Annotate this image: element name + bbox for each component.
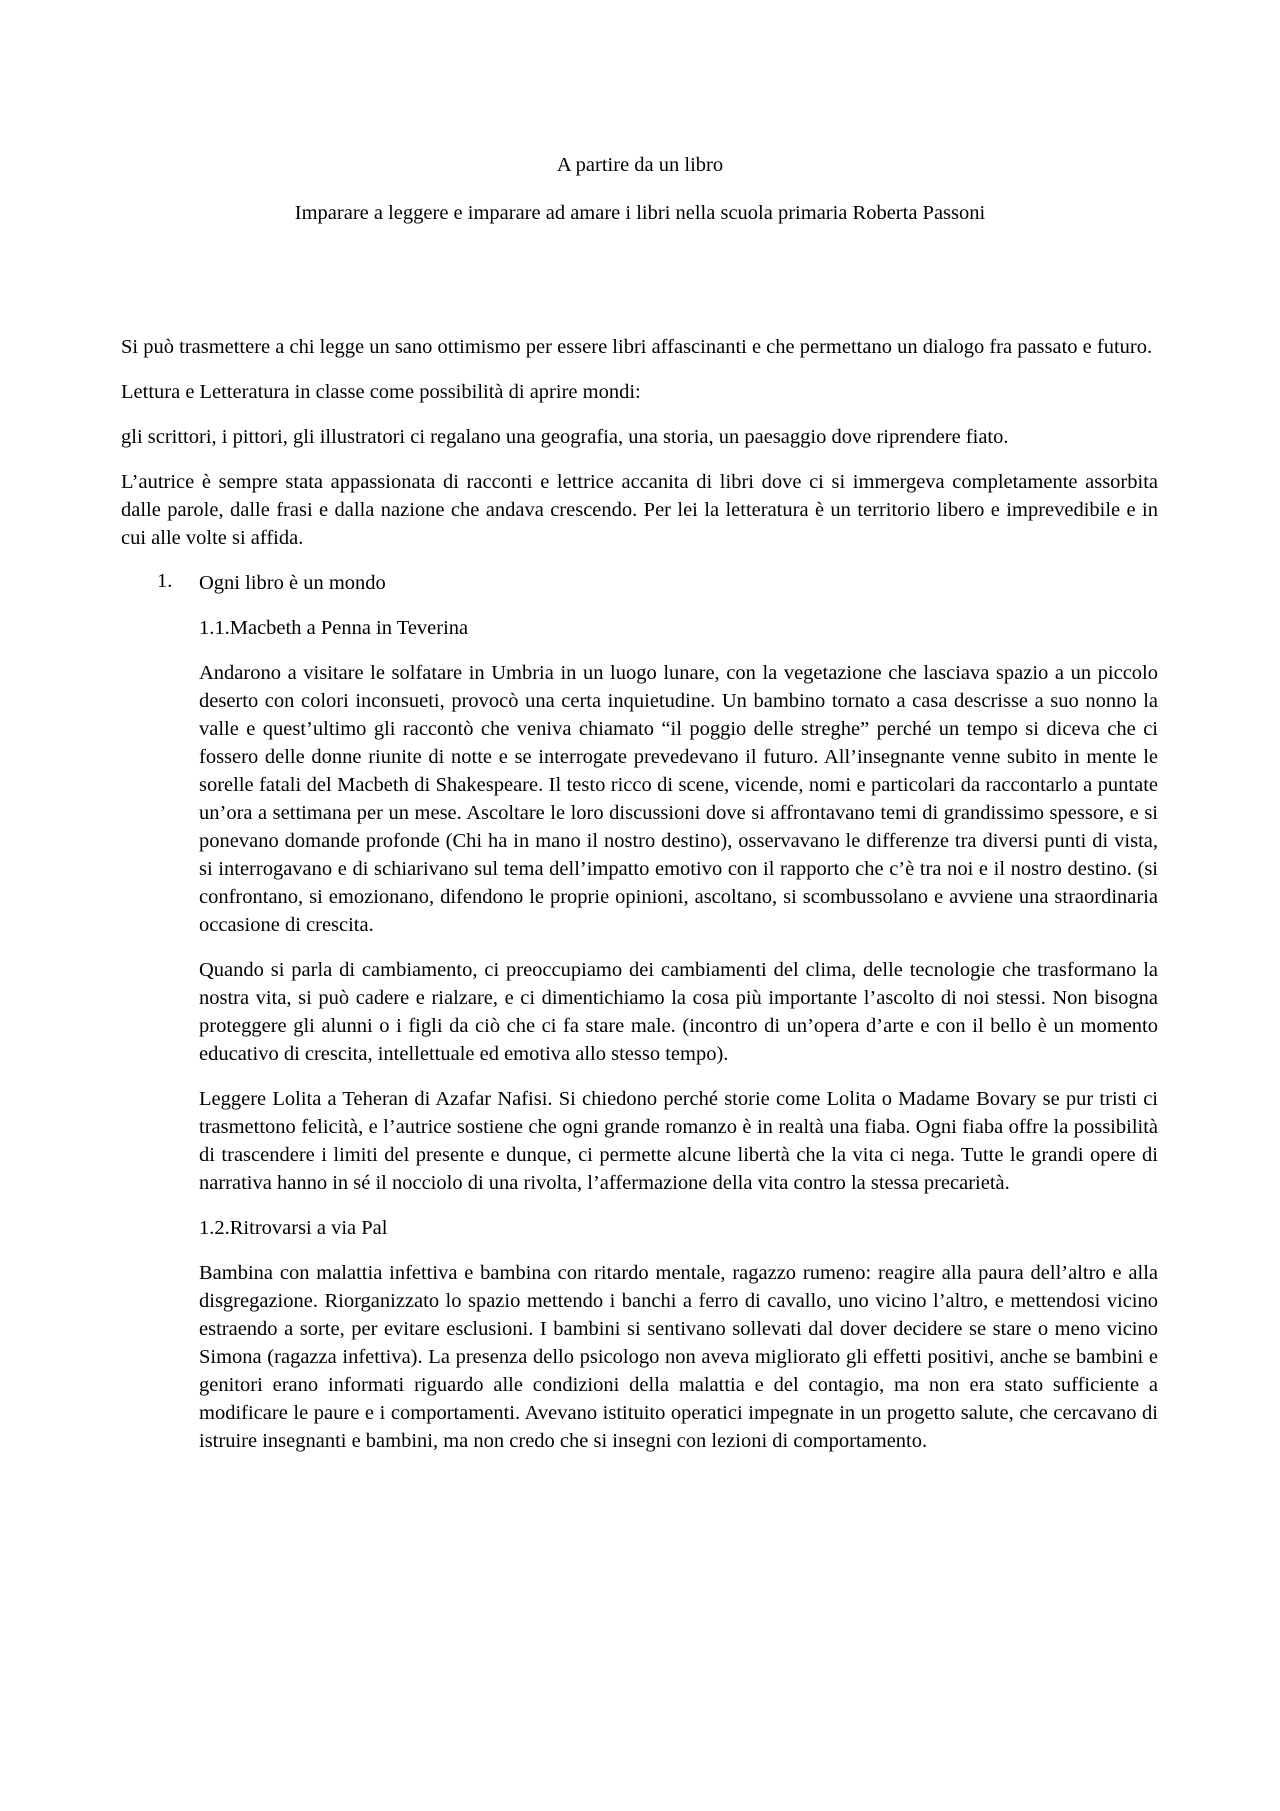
section-heading-1-1: 1.1.Macbeth a Penna in Teverina xyxy=(199,617,469,639)
section-1-1-body xyxy=(121,659,1158,1197)
list-item-1 xyxy=(121,569,1158,597)
intro-paragraph: gli scrittori, i pittori, gli illustratori ci regalano una geografia, una storia, un paesaggio dove riprendere fiato. xyxy=(121,426,1009,448)
section-paragraph: Bambina con malattia infettiva e bambina con ritardo mentale, ragazzo rumeno: reagire alla paura dell’altro e alla disgregazione. Riorganizzato lo spazio mettendo i banchi a ferro di cavallo, uno vicino l’altro, e mettendosi vicino estraendo a sorte, per evitare esclusioni. I bambini si sentivano sollevati dal dover decidere se stare o meno vicino Simona (ragazza infettiva). La presenza dello psicologo non aveva migliorato gli effetti positivi, anche se bambini e genitori erano informati riguardo alle condizioni della malattia e del contagio, ma non era stato sufficiente a modificare le paure e i comportamenti. Avevano istituito operatici impegnate in un progetto salute, che cercavano di istruire insegnanti e bambini, ma non credo che si insegni con lezioni di comportamento. xyxy=(199,1262,1158,1452)
list-label: Ogni libro è un mondo xyxy=(199,572,386,594)
section-heading-1-2: 1.2.Ritrovarsi a via Pal xyxy=(199,1217,388,1239)
section-paragraph: Leggere Lolita a Teheran di Azafar Nafisi. Si chiedono perché storie come Lolita o Madame Bovary se pur tristi ci trasmettono felicità, e l’autrice sostiene che ogni grande romanzo è in realtà una fiaba. Ogni fiaba offre la possibilità di trascendere i limiti del presente e dunque, ci permette alcune libertà che la vita ci nega. Tutte le grandi opere di narrativa hanno in sé il nocciolo di una rivolta, l’affermazione della vita contro la stessa precarietà. xyxy=(199,1088,1158,1194)
document-subtitle: Imparare a leggere e imparare ad amare i libri nella scuola primaria Roberta Passoni xyxy=(294,202,986,224)
document-title: A partire da un libro xyxy=(556,154,724,176)
intro-paragraph: Si può trasmettere a chi legge un sano ottimismo per essere libri affascinanti e che permettano un dialogo fra passato e futuro. xyxy=(121,336,1153,358)
intro-paragraph: Lettura e Letteratura in classe come possibilità di aprire mondi: xyxy=(121,381,641,403)
intro-paragraph: L’autrice è sempre stata appassionata di racconti e lettrice accanita di libri dove ci si immergeva completamente assorbita dalle parole, dalle frasi e dalla nazione che andava crescendo. Per lei la letteratura è un territorio libero e imprevedibile e in cui alle volte si affida. xyxy=(121,471,1158,549)
document-body xyxy=(121,333,1158,1472)
section-paragraph: Andarono a visitare le solfatare in Umbria in un luogo lunare, con la vegetazione che lasciava spazio a un piccolo deserto con colori inconsueti, provocò una certa inquietudine. Un bambino tornato a casa descrisse a suo nonno la valle e quest’ultimo gli raccontò che veniva chiamato “il poggio delle streghe” perché un tempo si diceva che ci fossero delle donne riunite di notte e se interrogate prevedevano il futuro. All’insegnante venne subito in mente le sorelle fatali del Macbeth di Shakespeare. Il testo ricco di scene, vicende, nomi e particolari da raccontarlo a puntate un’ora a settimana per un mese. Ascoltare le loro discussioni dove si affrontavano temi di grandissimo spessore, e si ponevano domande profonde (Chi ha in mano il nostro destino), osservavano le differenze tra diversi punti di vista, si interrogavano e di schiarivano sul tema dell’impatto emotivo con il rapporto che c’è tra noi e il nostro destino. (si confrontano, si emozionano, difendono le proprie opinioni, ascoltano, si scombussolano e avviene una straordinaria occasione di crescita. xyxy=(199,662,1158,936)
section-paragraph: Quando si parla di cambiamento, ci preoccupiamo dei cambiamenti del clima, delle tecnologie che trasformano la nostra vita, si può cadere e rialzare, e ci dimentichiamo la cosa più importante l’ascolto di noi stessi. Non bisogna proteggere gli alunni o i figli da ciò che ci fa stare male. (incontro di un’opera d’arte e con il bello è un momento educativo di crescita, intellettuale ed emotiva allo stesso tempo). xyxy=(199,959,1158,1065)
list-number: 1. xyxy=(157,570,173,592)
section-1-2-body xyxy=(121,1259,1158,1455)
